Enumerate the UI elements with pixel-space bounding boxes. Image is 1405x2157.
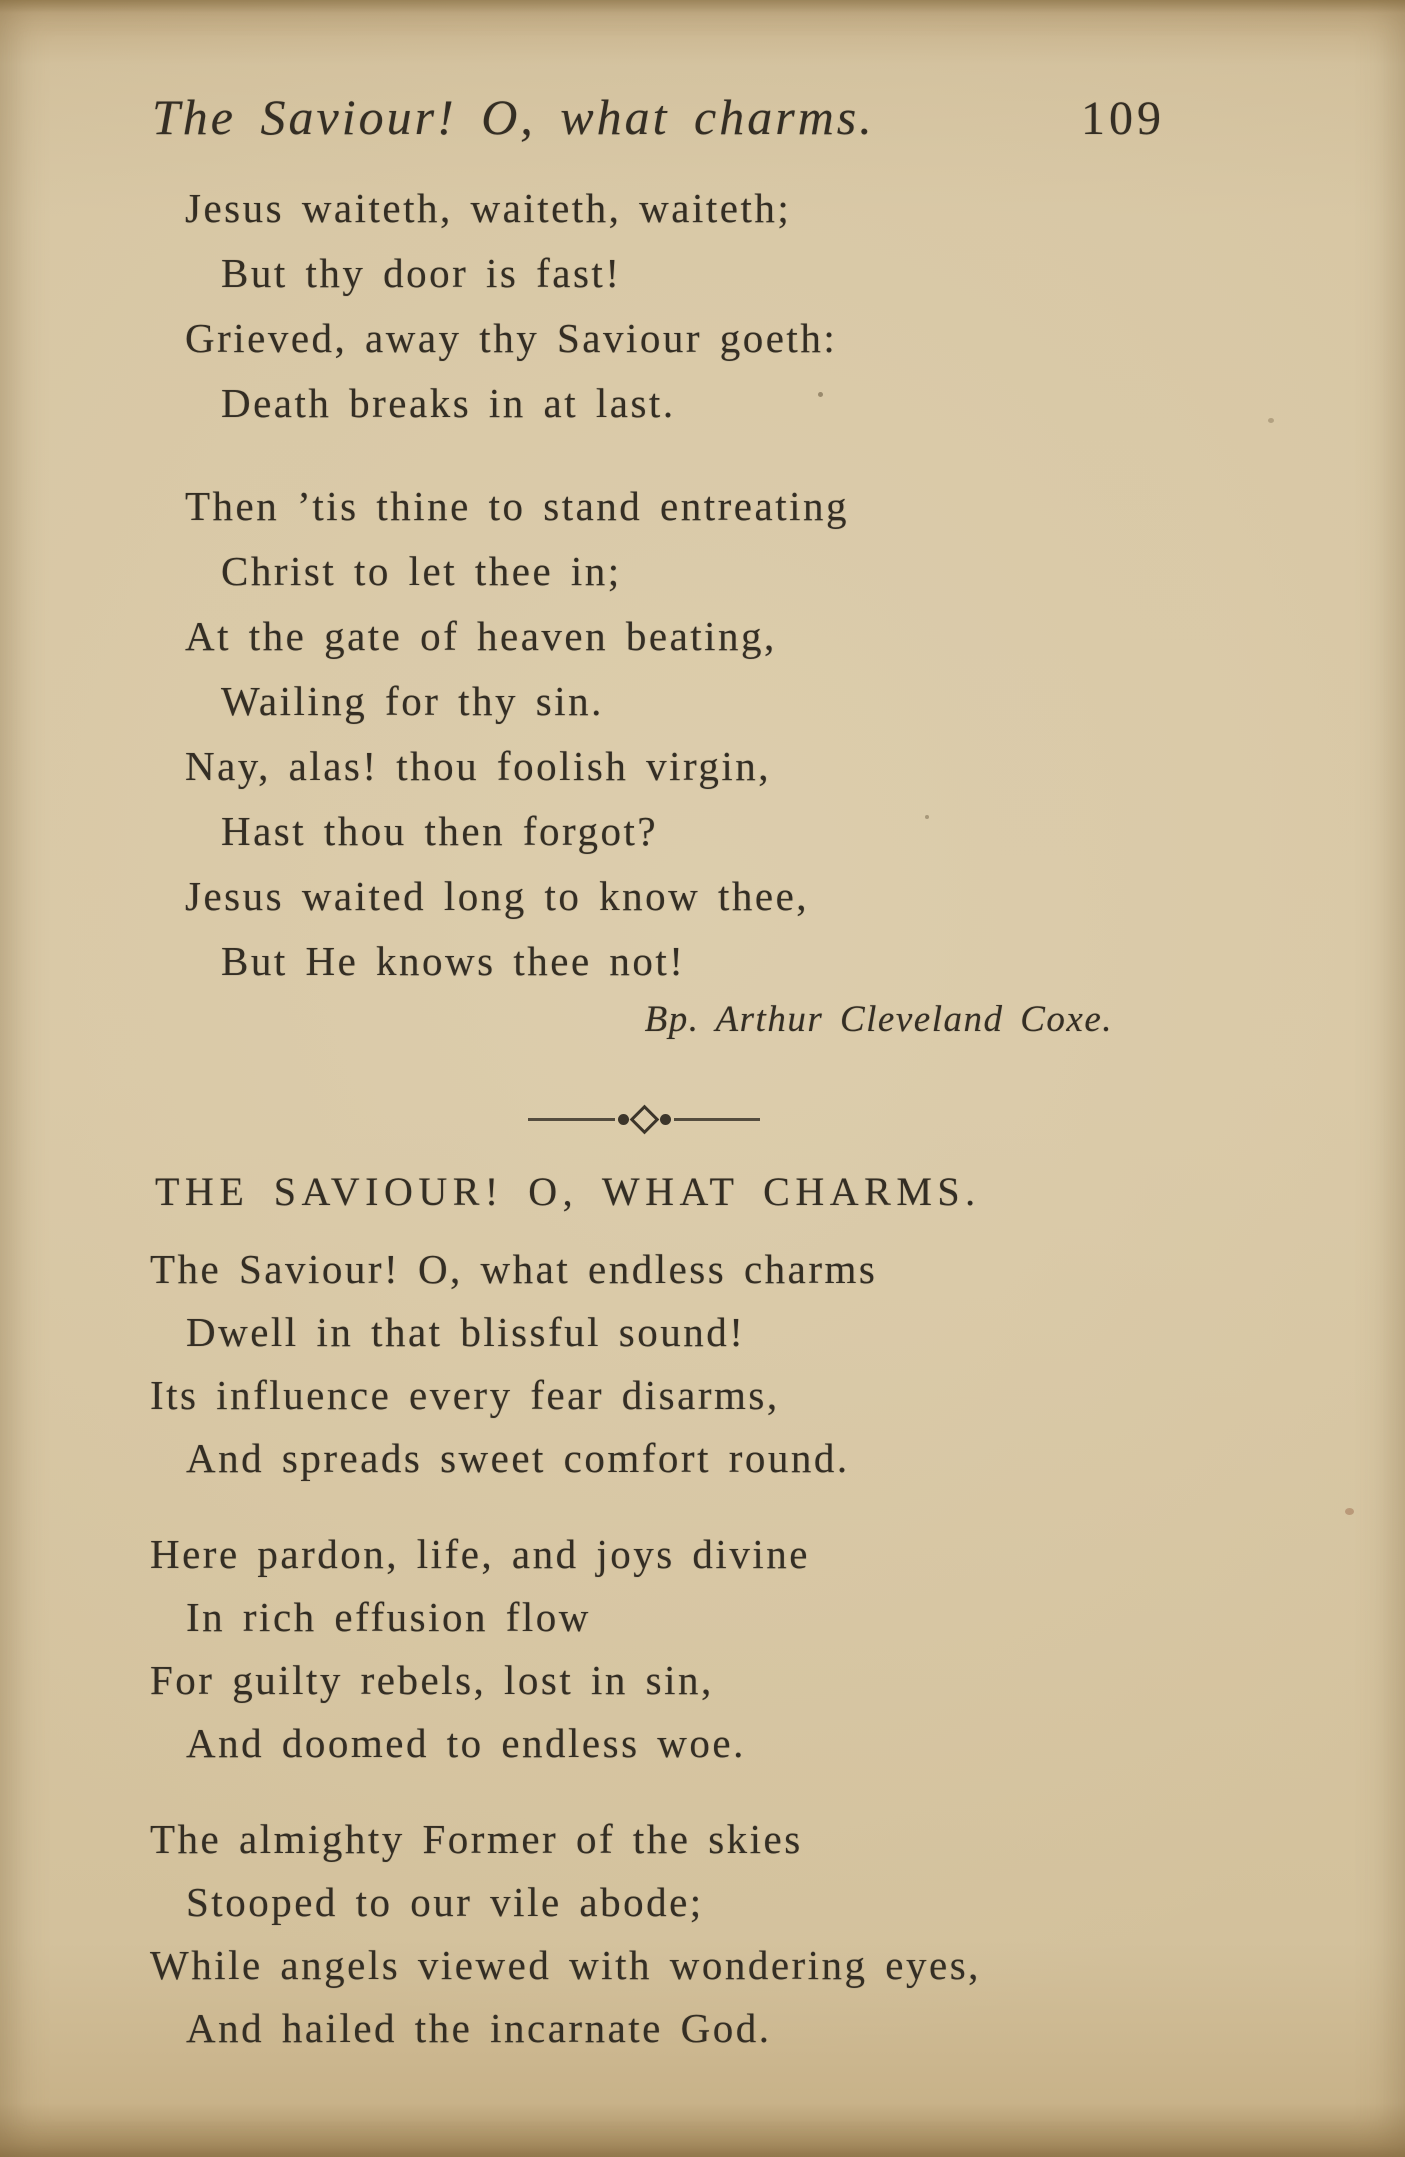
poem-line: At the gate of heaven beating, xyxy=(185,613,777,659)
author-attribution: Bp. Arthur Cleveland Coxe. xyxy=(644,999,1113,1040)
stanza xyxy=(150,1808,981,2060)
poem-line: Jesus waited long to know thee, xyxy=(185,873,810,919)
poem-line: Christ to let thee in; xyxy=(221,548,622,594)
poem-line: And spreads sweet comfort round. xyxy=(186,1435,850,1481)
divider-rule-left xyxy=(528,1118,615,1121)
poem-line: But He knows thee not! xyxy=(221,938,686,984)
poem-line: Stooped to our vile abode; xyxy=(186,1879,704,1925)
poem-line: Death breaks in at last. xyxy=(221,380,676,426)
poem-line: And doomed to endless woe. xyxy=(186,1720,746,1766)
hymn-ending-verses xyxy=(150,176,849,1032)
poem-line: While angels viewed with wondering eyes, xyxy=(150,1942,981,1988)
poem-line: But thy door is fast! xyxy=(221,250,622,296)
stanza xyxy=(150,1523,981,1775)
section-divider-ornament xyxy=(528,1105,760,1133)
paper-speck xyxy=(925,815,929,819)
stanza xyxy=(150,1238,981,1490)
page-number: 109 xyxy=(1081,92,1165,145)
poem-line: In rich effusion flow xyxy=(186,1594,591,1640)
poem-line: For guilty rebels, lost in sin, xyxy=(150,1657,714,1703)
poem-line: Nay, alas! thou foolish virgin, xyxy=(185,743,772,789)
poem-line: Jesus waiteth, waiteth, waiteth; xyxy=(185,185,792,231)
poem-line: And hailed the incarnate God. xyxy=(186,2005,772,2051)
hymn-title: THE SAVIOUR! O, WHAT CHARMS. xyxy=(155,1169,981,1214)
paper-speck xyxy=(1345,1508,1354,1515)
poem-line: Hast thou then forgot? xyxy=(221,808,659,854)
hymn-verses xyxy=(150,1238,981,2093)
poem-line: Wailing for thy sin. xyxy=(221,678,604,724)
divider-rule-right xyxy=(674,1118,761,1121)
poem-line: Grieved, away thy Saviour goeth: xyxy=(185,315,838,361)
poem-line: The Saviour! O, what endless charms xyxy=(150,1246,878,1292)
divider-dot-icon xyxy=(618,1114,629,1125)
running-header xyxy=(152,88,1165,146)
divider-diamond-icon xyxy=(629,1104,659,1134)
stanza xyxy=(185,474,849,994)
poem-line: Dwell in that blissful sound! xyxy=(186,1309,746,1355)
poem-line: Its influence every fear disarms, xyxy=(150,1372,780,1418)
stanza xyxy=(185,176,849,436)
poem-line: Then ’tis thine to stand entreating xyxy=(185,483,849,529)
running-header-title: The Saviour! O, what charms. xyxy=(152,89,875,145)
paper-speck xyxy=(1268,418,1274,423)
poem-line: Here pardon, life, and joys divine xyxy=(150,1531,810,1577)
divider-dot-icon xyxy=(660,1114,671,1125)
poem-line: The almighty Former of the skies xyxy=(150,1816,803,1862)
